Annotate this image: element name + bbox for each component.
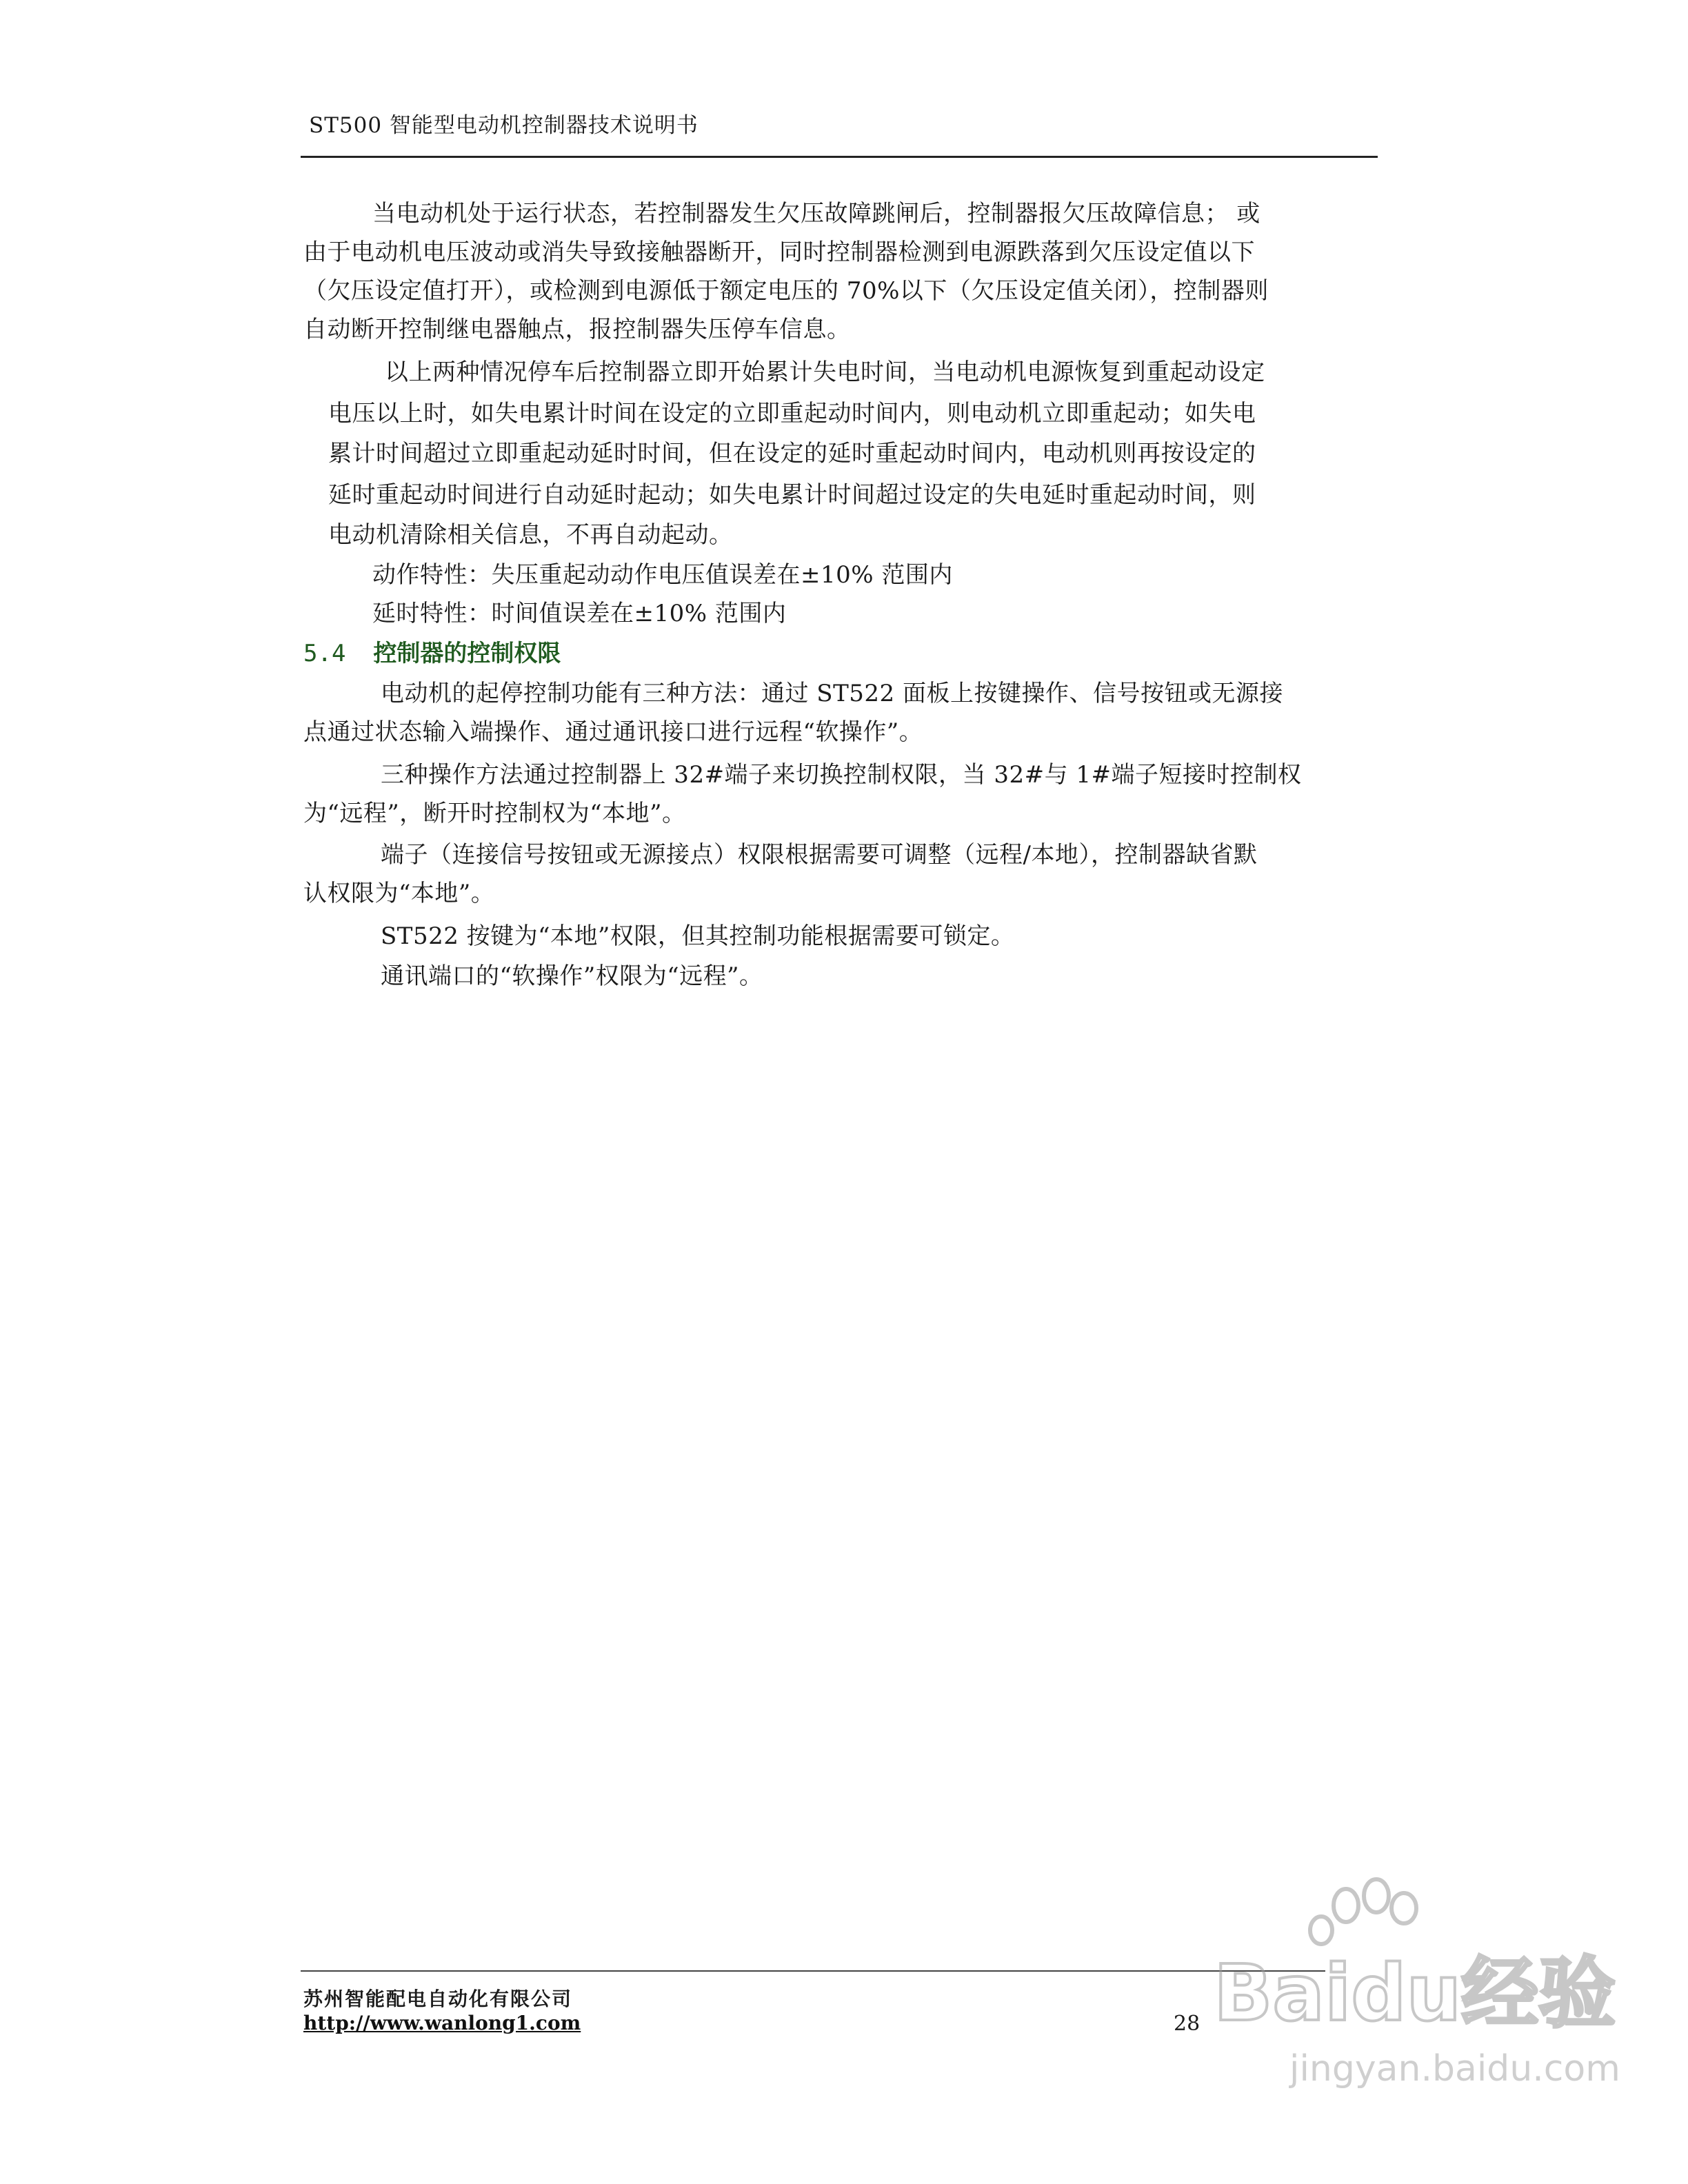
watermark-brand: Baidu经验 xyxy=(1214,1949,1616,2039)
body-line: 延时特性：时间值误差在±10% 范围内 xyxy=(372,600,787,627)
section-title: 控制器的控制权限 xyxy=(373,640,561,667)
body-line: 当电动机处于运行状态，若控制器发生欠压故障跳闸后，控制器报欠压故障信息； 或 xyxy=(372,200,1260,228)
page-number: 28 xyxy=(1174,2012,1200,2036)
body-line: 电压以上时，如失电累计时间在设定的立即重起动时间内，则电动机立即重起动；如失电 xyxy=(328,400,1256,427)
document-title: ST500 智能型电动机控制器技术说明书 xyxy=(309,113,699,138)
body-line: 电动机清除相关信息，不再自动起动。 xyxy=(328,521,733,549)
section-line: 电动机的起停控制功能有三种方法：通过 ST522 面板上按键操作、信号按钮或无源接 xyxy=(381,680,1283,707)
footer-divider xyxy=(301,1970,1325,1972)
body-line: （欠压设定值打开），或检测到电源低于额定电压的 70%以下（欠压设定值关闭），控制器则 xyxy=(303,277,1269,305)
body-line: 以上两种情况停车后控制器立即开始累计失电时间，当电动机电源恢复到重起动设定 xyxy=(385,358,1265,386)
body-line: 累计时间超过立即重起动延时时间，但在设定的延时重起动时间内，电动机则再按设定的 xyxy=(328,440,1256,467)
paw-icon xyxy=(1310,1879,1416,1944)
section-line: 通讯端口的“软操作”权限为“远程”。 xyxy=(381,962,763,990)
section-line: ST522 按键为“本地”权限，但其控制功能根据需要可锁定。 xyxy=(381,922,1015,950)
body-line: 自动断开控制继电器触点，报控制器失压停车信息。 xyxy=(303,316,851,343)
header-divider xyxy=(301,156,1378,158)
watermark-site: jingyan.baidu.com xyxy=(1289,2048,1620,2090)
company-url-link[interactable]: http://www.wanlong1.com xyxy=(303,2012,581,2034)
baidu-jingyan-watermark xyxy=(1186,1875,1620,2096)
section-line: 认权限为“本地”。 xyxy=(303,880,495,907)
section-line: 三种操作方法通过控制器上 32#端子来切换控制权限，当 32#与 1#端子短接时控制权 xyxy=(381,761,1302,789)
section-number: 5.4 xyxy=(303,640,346,667)
body-line: 动作特性：失压重起动动作电压值误差在±10% 范围内 xyxy=(372,561,953,589)
section-line: 端子（连接信号按钮或无源接点）权限根据需要可调整（远程/本地），控制器缺省默 xyxy=(381,841,1258,869)
body-line: 延时重起动时间进行自动延时起动；如失电累计时间超过设定的失电延时重起动时间，则 xyxy=(328,481,1256,509)
body-line: 由于电动机电压波动或消失导致接触器断开，同时控制器检测到电源跌落到欠压设定值以下 xyxy=(303,239,1255,266)
section-line: 点通过状态输入端操作、通过通讯接口进行远程“软操作”。 xyxy=(303,718,923,746)
section-heading xyxy=(303,634,561,668)
section-line: 为“远程”，断开时控制权为“本地”。 xyxy=(303,800,686,827)
company-name: 苏州智能配电自动化有限公司 xyxy=(303,1988,573,2010)
